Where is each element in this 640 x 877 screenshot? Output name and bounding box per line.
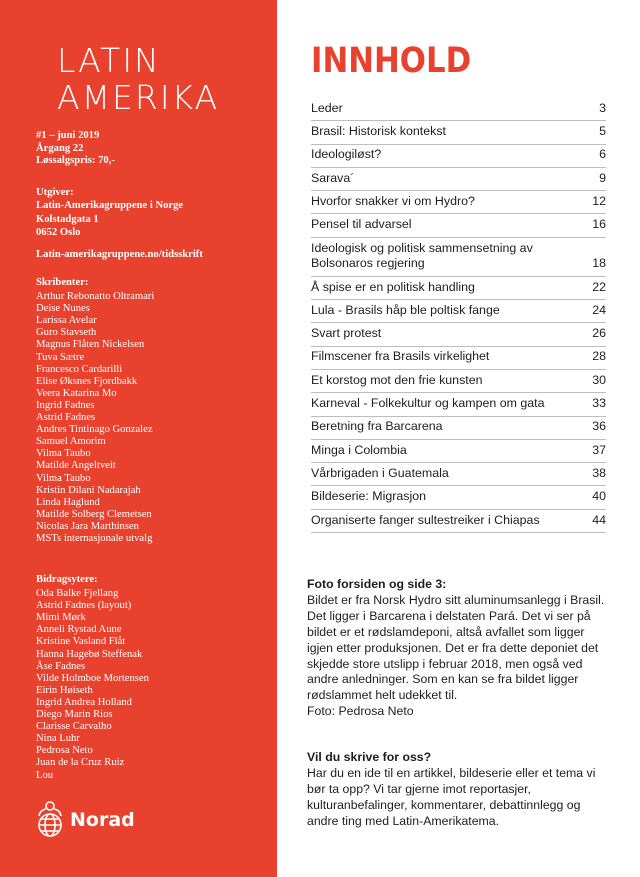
toc-entry-page: 5 [599,124,606,139]
toc-entry-page: 24 [592,302,606,317]
writer-name: Deise Nunes [36,303,90,315]
toc-entry-page: 44 [592,512,606,527]
address-line-2: 0652 Oslo [36,227,81,239]
toc-entry-title: Vårbrigaden i Guatemala [311,465,449,480]
writer-name: Guro Stavseth [36,327,97,339]
toc-entry-page: 30 [592,372,606,387]
toc-entry-page: 3 [599,100,606,115]
contributor-name: Kristine Vasland Flåt [36,636,126,648]
writer-name: Veera Katarina Mo [36,387,117,399]
writer-name: Tuva Sætre [36,351,85,363]
contributor-name: Eirin Høiseth [36,684,93,696]
address-line-1: Kolstadgata 1 [36,213,99,225]
writer-name: Vilma Taubo [36,448,91,460]
writer-name: Kristin Dilani Nadarajah [36,484,141,496]
left-sidebar [0,0,277,877]
toc-entry-title: Et korstog mot den frie kunsten [311,372,483,387]
toc-entry-title: Ideologiløst? [311,147,382,162]
website-link[interactable]: Latin-amerikagruppene.no/tidsskrift [36,249,203,260]
toc-entry-title: Karneval - Folkekultur og kampen om gata [311,396,545,411]
toc-entry[interactable] [311,347,606,370]
toc-entry[interactable] [311,370,606,393]
toc-entry-title: Filmscener fra Brasils virkelighet [311,349,490,364]
toc-entry[interactable] [311,393,606,416]
toc-entry[interactable] [311,145,606,168]
toc-entry-page: 18 [592,256,606,271]
writer-name: Arthur Rebonatto Oltramari [36,291,155,303]
contributor-name: Anneli Rystad Aune [36,624,122,636]
toc-entry-title: Hvorfor snakker vi om Hydro? [311,193,475,208]
logo-line-1: LATIN [57,41,161,80]
toc-entry-page: 38 [592,465,606,480]
toc-entry[interactable] [311,277,606,300]
toc-entry-title: Lula - Brasils håp ble poltisk fange [311,302,500,317]
writer-name: Nicolas Jara Marthinsen [36,520,139,532]
toc-entry-title: Brasil: Historisk kontekst [311,124,446,139]
writer-name: Matilde Solberg Clemetsen [36,508,152,520]
publisher-label: Utgiver: [36,187,74,198]
photo-note-body: Bildet er fra Norsk Hydro sitt aluminumsanlegg i Brasil. Det ligger i Barcarena i delstaten Pará. Det vi ser på bildet er et rødslamdeponi, altså avfallet som ligger igjen etter produksjonen. Det er fra dette deponiet det skjedde store utslipp i februar 2018, men også ved andre anledninger. Som en kan se fra bildet ligger rødslammet helt udekket til. [307,592,605,703]
contributor-name: Clarisse Carvalho [36,721,112,733]
writer-name: Linda Haglund [36,496,100,508]
table-of-contents [311,98,606,533]
toc-entry-page: 33 [592,396,606,411]
publisher-name: Latin-Amerikagruppene i Norge [36,200,184,212]
contributor-name: Oda Balke Fjellang [36,588,119,600]
toc-entry-page: 12 [592,193,606,208]
toc-entry-title: Ideologisk og politisk sammensetning av Bolsonaros regjering [311,240,533,271]
writer-name: Francesco Cardarilli [36,363,123,375]
norad-globe-icon [36,800,64,840]
photo-credit: Foto: Pedrosa Neto [307,704,414,719]
writers-heading: Skribenter: [36,277,89,288]
write-for-us-heading: Vil du skrive for oss? [307,750,432,764]
contributor-name: Astrid Fadnes (layout) [36,600,132,612]
writers-list [36,277,154,545]
toc-entry-title: Minga i Colombia [311,442,407,457]
writer-name: MSTs internasjonale utvalg [36,532,153,544]
toc-entry-page: 40 [592,489,606,504]
toc-entry-page: 36 [592,419,606,434]
contributors-heading: Bidragsytere: [36,574,98,585]
toc-entry[interactable] [311,417,606,440]
toc-entry[interactable] [311,238,606,277]
contributor-name: Lou [36,769,54,781]
writer-name: Larissa Avelar [36,315,97,327]
toc-entry-title: Bildeserie: Migrasjon [311,489,427,504]
issue-number: #1 – juni 2019 [36,130,100,141]
toc-entry-title: Svart protest [311,326,382,341]
toc-title: INNHOLD [311,41,472,81]
toc-entry-title: Organiserte fanger sultestreiker i Chiapas [311,512,540,527]
writer-name: Magnus Flåten Nickelsen [36,339,145,351]
issue-info [36,130,115,168]
writer-name: Samuel Amorim [36,436,106,448]
write-for-us [307,750,607,830]
contributor-name: Hanna Hagebø Steffenak [36,648,143,660]
writer-name: Andres Tintinago Gonzalez [36,424,153,436]
writer-name: Matilde Angeltveit [36,460,116,472]
magazine-logo [57,42,219,116]
toc-entry-page: 16 [592,217,606,232]
toc-entry[interactable] [311,440,606,463]
norad-label: Norad [70,809,135,831]
writer-name: Elise Øksnes Fjordbakk [36,375,138,387]
contributor-name: Ingrid Andrea Holland [36,696,132,708]
norad-logo [36,800,135,840]
toc-entry-page: 28 [592,349,606,364]
toc-entry[interactable] [311,168,606,191]
writer-name: Astrid Fadnes [36,412,96,424]
writer-name: Vilma Taubo [36,472,91,484]
toc-entry[interactable] [311,300,606,323]
volume: Årgang 22 [36,142,84,154]
toc-entry-page: 9 [599,170,606,185]
contributor-name: Vilde Holmboe Mortensen [36,672,149,684]
toc-entry-title: Pensel til advarsel [311,217,412,232]
toc-entry-title: Beretning fra Barcarena [311,419,443,434]
toc-entry[interactable] [311,214,606,237]
toc-entry-page: 37 [592,442,606,457]
toc-entry[interactable] [311,98,606,121]
logo-line-2: AMERIKA [57,78,220,117]
toc-entry[interactable] [311,121,606,144]
toc-entry-page: 22 [592,279,606,294]
contributor-name: Diego Marin Rios [36,709,113,721]
toc-entry-title: Leder [311,100,343,115]
contributor-name: Mimi Mørk [36,612,86,624]
write-for-us-body: Har du en ide til en artikkel, bildeserie eller et tema vi bør ta opp? Vi tar gjerne imot reportasjer, kulturanbefalinger, kommentarer, debattinnlegg og andre ting med Latin-Amerikatema. [307,765,596,828]
writer-name: Ingrid Fadnes [36,399,95,411]
toc-entry[interactable] [311,463,606,486]
publisher-info [36,186,183,240]
toc-entry[interactable] [311,510,606,533]
toc-entry-title: Sarava´ [311,170,355,185]
price: Løssalgspris: 70,- [36,155,115,167]
photo-note [307,577,607,720]
toc-entry-title: Å spise er en politisk handling [311,279,475,294]
toc-entry[interactable] [311,486,606,509]
toc-entry-page: 6 [599,147,606,162]
toc-entry[interactable] [311,191,606,214]
toc-entry-page: 26 [592,326,606,341]
contributor-name: Juan de la Cruz Ruiz [36,757,125,769]
contributors-list [36,574,149,782]
photo-note-heading: Foto forsiden og side 3: [307,577,447,591]
toc-entry[interactable] [311,323,606,346]
contributor-name: Nina Luhr [36,733,80,745]
contributor-name: Pedrosa Neto [36,745,93,757]
contributor-name: Åse Fadnes [36,660,86,672]
